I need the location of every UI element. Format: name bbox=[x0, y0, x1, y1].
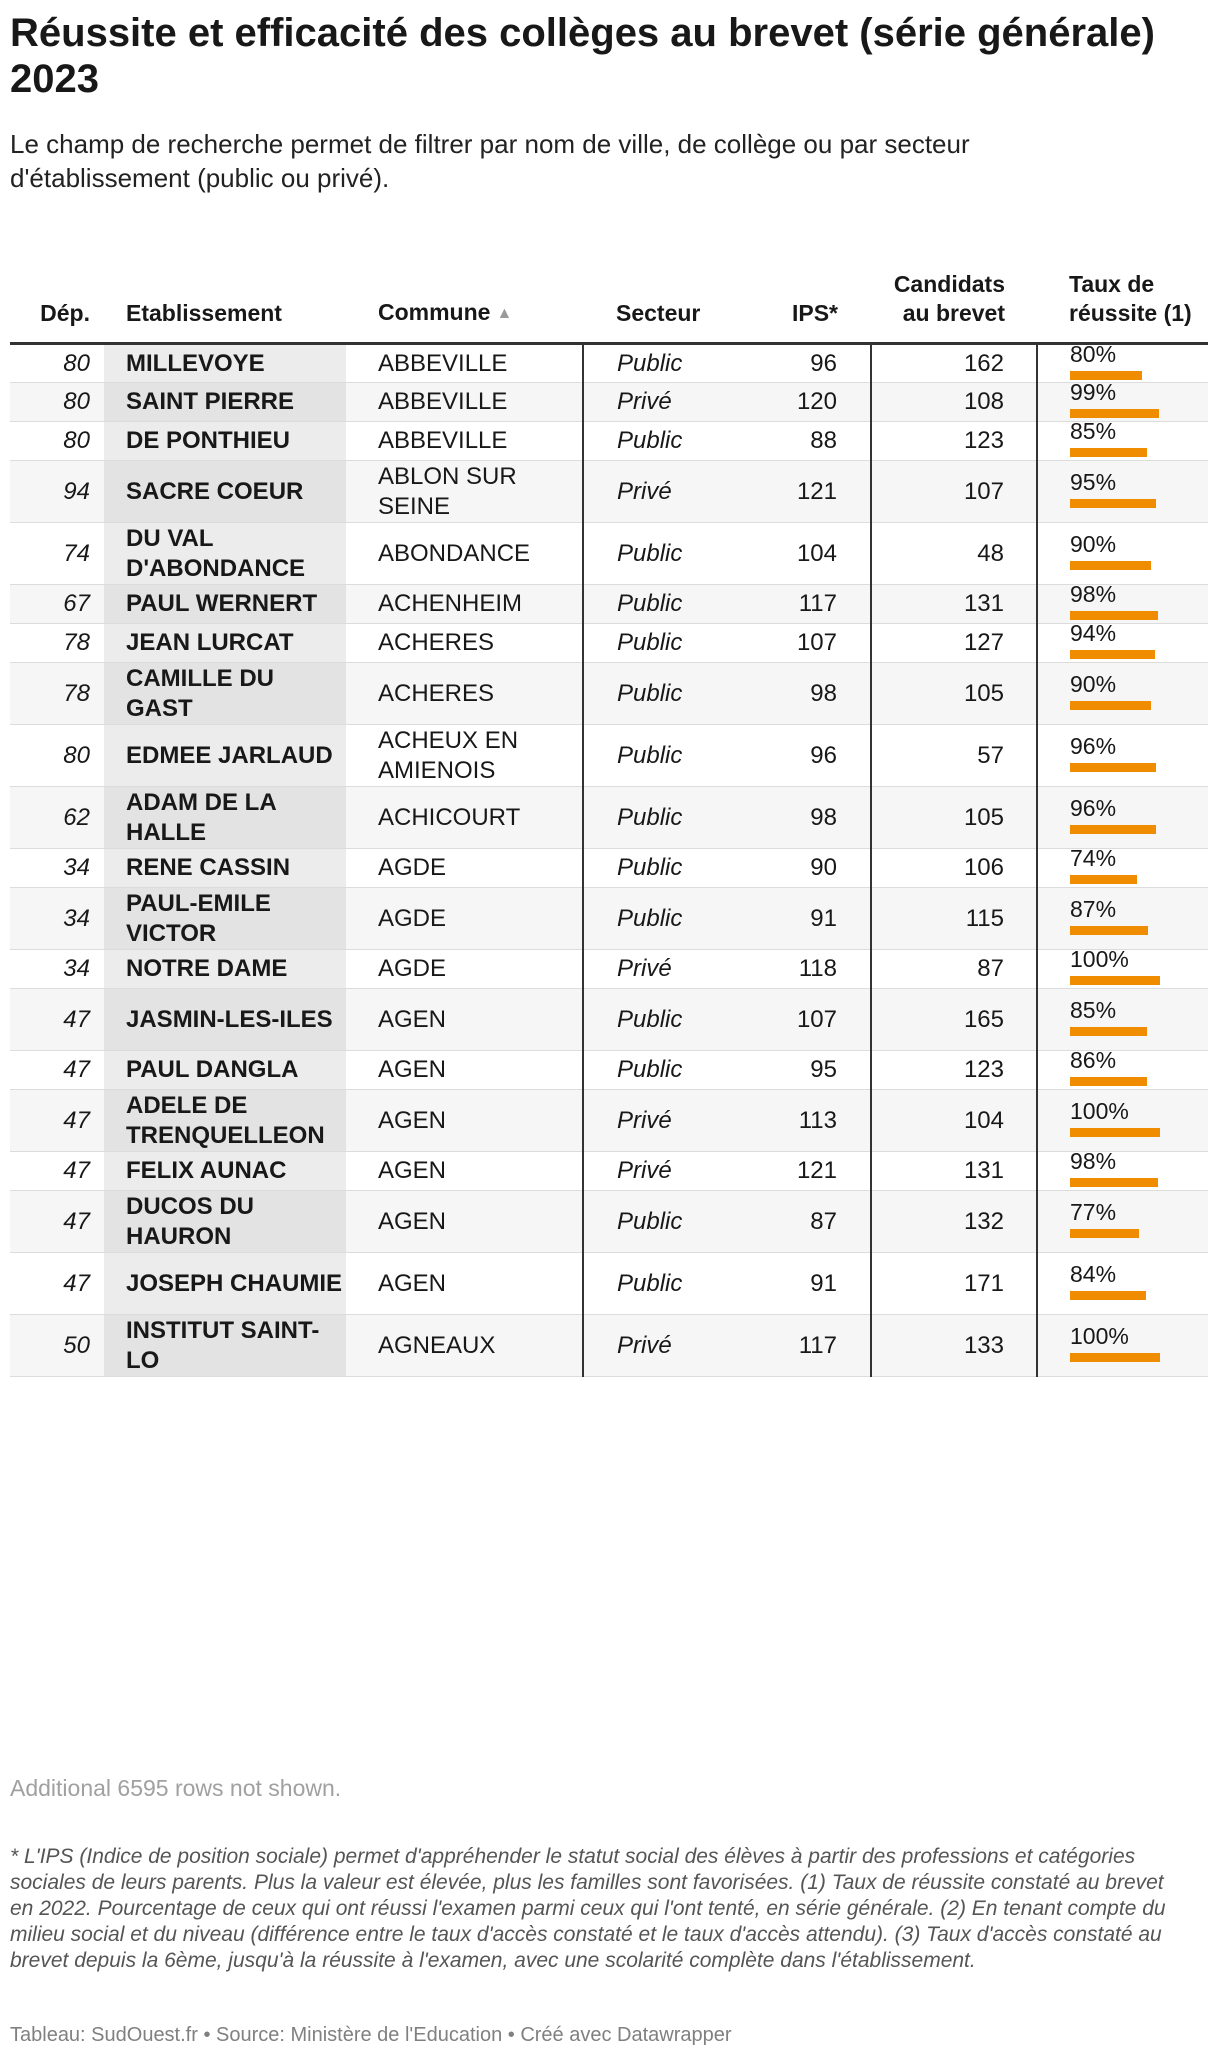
table-row bbox=[10, 1191, 1208, 1253]
table-row bbox=[10, 888, 1208, 950]
cell-candidats: 57 bbox=[871, 725, 1037, 787]
cell-ips: 96 bbox=[746, 725, 871, 787]
table-row bbox=[10, 849, 1208, 888]
cell-secteur: Privé bbox=[583, 383, 746, 422]
cell-taux bbox=[1037, 1090, 1208, 1152]
taux-value: 98% bbox=[1070, 581, 1117, 607]
cell-dep: 34 bbox=[63, 854, 90, 881]
cell-dep: 47 bbox=[63, 1005, 90, 1033]
cell-dep: 80 bbox=[63, 427, 90, 454]
taux-value: 100% bbox=[1070, 946, 1129, 972]
table-body bbox=[10, 340, 1208, 1377]
cell-ips: 95 bbox=[746, 1051, 871, 1090]
cell-ips: 96 bbox=[746, 344, 871, 383]
table-row bbox=[10, 1051, 1208, 1090]
footnote: * L'IPS (Indice de position sociale) permet d'appréhender le statut social des élèves à partir des professions et catégories sociales de leurs parents. Plus la valeur est élevée, plus les familles sont favorisées. (1) Taux de réussite constaté au brevet en 2022. Pourcentage de ceux qui ont réussi l'examen parmi ceux qui l'ont tenté, en série générale. (2) En tenant compte du milieu social et du niveau (différence entre le taux d'accès constaté et le taux d'accès attendu). (3) Taux d'accès constaté au brevet depuis la 6ème, jusqu'à la réussite à l'examen, avec une scolarité complète dans l'établissement. bbox=[10, 1845, 1166, 1972]
cell-etablissement: JOSEPH CHAUMIE bbox=[104, 1253, 346, 1315]
cell-dep: 50 bbox=[63, 1331, 90, 1359]
cell-etablissement: DU VAL D'ABONDANCE bbox=[104, 523, 346, 585]
cell-commune: AGDE bbox=[378, 854, 447, 881]
taux-value: 100% bbox=[1070, 1097, 1129, 1124]
cell-ips: 91 bbox=[746, 888, 871, 950]
taux-value: 90% bbox=[1070, 670, 1117, 697]
cell-secteur: Public bbox=[583, 888, 746, 950]
cell-etablissement: DE PONTHIEU bbox=[104, 422, 346, 461]
cell-etablissement: PAUL-EMILE VICTOR bbox=[104, 888, 346, 950]
cell-secteur: Public bbox=[583, 1191, 746, 1253]
cell-ips: 120 bbox=[746, 383, 871, 422]
cell-commune: AGDE bbox=[378, 955, 447, 982]
cell-taux bbox=[1037, 461, 1208, 523]
cell-etablissement: ADELE DE TRENQUELLEON bbox=[104, 1090, 346, 1152]
header-taux[interactable]: Taux de réussite (1) bbox=[1069, 271, 1192, 326]
taux-bar bbox=[1070, 1178, 1158, 1187]
cell-commune: AGEN bbox=[378, 1106, 447, 1134]
taux-bar bbox=[1070, 561, 1151, 570]
table-header-row bbox=[10, 270, 1208, 344]
cell-candidats: 165 bbox=[871, 989, 1037, 1051]
header-ips[interactable]: IPS* bbox=[791, 300, 838, 326]
table-row bbox=[10, 725, 1208, 787]
cell-etablissement: PAUL WERNERT bbox=[104, 585, 346, 624]
cell-dep: 74 bbox=[63, 539, 90, 567]
taux-bar bbox=[1070, 1291, 1146, 1300]
cell-secteur: Public bbox=[583, 787, 746, 849]
cell-ips: 113 bbox=[746, 1090, 871, 1152]
cell-secteur: Privé bbox=[583, 461, 746, 523]
cell-secteur: Public bbox=[583, 585, 746, 624]
sort-ascending-icon: ▲ bbox=[496, 305, 513, 322]
cell-secteur: Public bbox=[583, 344, 746, 383]
cell-secteur: Public bbox=[583, 663, 746, 725]
cell-secteur: Public bbox=[583, 1253, 746, 1315]
header-secteur[interactable]: Secteur bbox=[616, 300, 701, 326]
cell-etablissement: PAUL DANGLA bbox=[104, 1051, 346, 1090]
cell-commune: AGNEAUX bbox=[378, 1331, 496, 1359]
cell-candidats: 107 bbox=[871, 461, 1037, 523]
cell-etablissement: MILLEVOYE bbox=[104, 344, 346, 383]
cell-secteur: Public bbox=[583, 989, 746, 1051]
cell-taux bbox=[1037, 581, 1208, 624]
cell-taux bbox=[1037, 1047, 1208, 1090]
cell-ips: 90 bbox=[746, 849, 871, 888]
table-row bbox=[10, 989, 1208, 1051]
cell-ips: 121 bbox=[746, 461, 871, 523]
cell-secteur: Privé bbox=[583, 1152, 746, 1191]
cell-dep: 67 bbox=[63, 590, 90, 617]
table-row bbox=[10, 585, 1208, 624]
table-row bbox=[10, 1253, 1208, 1315]
taux-bar bbox=[1070, 1027, 1147, 1036]
cell-commune: ABBEVILLE bbox=[378, 427, 508, 454]
table-row bbox=[10, 950, 1208, 989]
taux-value: 90% bbox=[1070, 530, 1117, 557]
cell-candidats: 48 bbox=[871, 523, 1037, 585]
cell-dep: 47 bbox=[63, 1056, 90, 1083]
cell-etablissement: RENE CASSIN bbox=[104, 849, 346, 888]
cell-commune: ABBEVILLE bbox=[378, 388, 508, 415]
header-etablissement[interactable]: Etablissement bbox=[126, 300, 282, 326]
cell-candidats: 162 bbox=[871, 344, 1037, 383]
cell-taux bbox=[1037, 1253, 1208, 1315]
table-row bbox=[10, 787, 1208, 849]
cell-taux bbox=[1037, 1148, 1208, 1191]
cell-ips: 87 bbox=[746, 1191, 871, 1253]
cell-dep: 80 bbox=[63, 388, 90, 415]
taux-bar bbox=[1070, 499, 1156, 508]
cell-secteur: Public bbox=[583, 1051, 746, 1090]
taux-bar bbox=[1070, 763, 1156, 772]
cell-secteur: Privé bbox=[583, 1315, 746, 1377]
cell-taux bbox=[1037, 663, 1208, 725]
cell-secteur: Privé bbox=[583, 1090, 746, 1152]
cell-ips: 117 bbox=[746, 585, 871, 624]
cell-commune: ABBEVILLE bbox=[378, 349, 508, 377]
cell-candidats: 131 bbox=[871, 585, 1037, 624]
cell-candidats: 106 bbox=[871, 849, 1037, 888]
cell-commune: AGDE bbox=[378, 904, 447, 932]
taux-value: 98% bbox=[1070, 1148, 1117, 1174]
taux-bar bbox=[1070, 1128, 1160, 1137]
cell-secteur: Public bbox=[583, 725, 746, 787]
cell-etablissement: INSTITUT SAINT-LO bbox=[104, 1315, 346, 1377]
table-row bbox=[10, 461, 1208, 523]
cell-etablissement: DUCOS DU HAURON bbox=[104, 1191, 346, 1253]
table-row bbox=[10, 1315, 1208, 1377]
cell-dep: 62 bbox=[63, 803, 90, 831]
cell-dep: 78 bbox=[63, 629, 90, 656]
cell-candidats: 131 bbox=[871, 1152, 1037, 1191]
taux-bar bbox=[1070, 1077, 1147, 1086]
table-row bbox=[10, 663, 1208, 725]
table-row bbox=[10, 624, 1208, 663]
cell-ips: 121 bbox=[746, 1152, 871, 1191]
cell-taux bbox=[1037, 725, 1208, 787]
cell-ips: 98 bbox=[746, 787, 871, 849]
cell-ips: 107 bbox=[746, 624, 871, 663]
taux-value: 96% bbox=[1070, 732, 1117, 759]
cell-commune: ACHEUX EN AMIENOIS bbox=[378, 726, 519, 784]
cell-ips: 104 bbox=[746, 523, 871, 585]
taux-bar bbox=[1070, 409, 1159, 418]
cell-etablissement: JASMIN-LES-ILES bbox=[104, 989, 346, 1051]
taux-value: 94% bbox=[1070, 620, 1117, 646]
table-row bbox=[10, 383, 1208, 422]
cell-commune: ACHENHEIM bbox=[378, 590, 523, 617]
page-subtitle: Le champ de recherche permet de filtrer par nom de ville, de collège ou par secteur d'établissement (public ou privé). bbox=[10, 129, 970, 193]
cell-secteur: Public bbox=[583, 624, 746, 663]
cell-commune: AGEN bbox=[378, 1207, 447, 1235]
colleges-table bbox=[10, 270, 1208, 1377]
cell-ips: 107 bbox=[746, 989, 871, 1051]
table-row bbox=[10, 1152, 1208, 1191]
cell-etablissement: ADAM DE LA HALLE bbox=[104, 787, 346, 849]
taux-bar bbox=[1070, 926, 1148, 935]
table-row bbox=[10, 422, 1208, 461]
cell-secteur: Public bbox=[583, 523, 746, 585]
cell-secteur: Public bbox=[583, 422, 746, 461]
page-title: Réussite et efficacité des collèges au brevet (série générale) 2023 bbox=[10, 11, 1155, 101]
taux-value: 77% bbox=[1070, 1198, 1117, 1225]
cell-etablissement: JEAN LURCAT bbox=[104, 624, 346, 663]
taux-value: 74% bbox=[1070, 845, 1117, 871]
cell-secteur: Public bbox=[583, 849, 746, 888]
cell-ips: 118 bbox=[746, 950, 871, 989]
taux-value: 84% bbox=[1070, 1260, 1117, 1287]
cell-candidats: 104 bbox=[871, 1090, 1037, 1152]
cell-ips: 98 bbox=[746, 663, 871, 725]
cell-taux bbox=[1037, 620, 1208, 663]
cell-taux bbox=[1037, 989, 1208, 1051]
cell-dep: 78 bbox=[63, 679, 90, 707]
taux-bar bbox=[1070, 650, 1155, 659]
taux-bar bbox=[1070, 976, 1160, 985]
cell-commune: AGEN bbox=[378, 1056, 447, 1083]
cell-commune: AGEN bbox=[378, 1157, 447, 1184]
cell-candidats: 127 bbox=[871, 624, 1037, 663]
cell-ips: 91 bbox=[746, 1253, 871, 1315]
cell-secteur: Privé bbox=[583, 950, 746, 989]
taux-bar bbox=[1070, 875, 1137, 884]
cell-etablissement: NOTRE DAME bbox=[104, 950, 346, 989]
cell-commune: ACHICOURT bbox=[378, 803, 521, 831]
taux-value: 86% bbox=[1070, 1047, 1117, 1073]
taux-bar bbox=[1070, 448, 1147, 457]
cell-dep: 47 bbox=[63, 1207, 90, 1235]
header-commune-label: Commune bbox=[378, 299, 491, 325]
taux-bar bbox=[1070, 611, 1158, 620]
cell-dep: 80 bbox=[63, 349, 90, 377]
cell-etablissement: SACRE COEUR bbox=[104, 461, 346, 523]
cell-dep: 80 bbox=[63, 741, 90, 769]
cell-etablissement: EDMEE JARLAUD bbox=[104, 725, 346, 787]
cell-etablissement: CAMILLE DU GAST bbox=[104, 663, 346, 725]
cell-taux bbox=[1037, 379, 1208, 422]
cell-taux bbox=[1037, 1191, 1208, 1253]
cell-dep: 47 bbox=[63, 1106, 90, 1134]
header-commune[interactable] bbox=[346, 270, 583, 344]
cell-dep: 47 bbox=[63, 1269, 90, 1297]
cell-taux bbox=[1037, 1315, 1208, 1377]
cell-commune: AGEN bbox=[378, 1005, 447, 1033]
cell-ips: 88 bbox=[746, 422, 871, 461]
taux-value: 95% bbox=[1070, 468, 1117, 495]
taux-value: 99% bbox=[1070, 379, 1117, 405]
cell-candidats: 132 bbox=[871, 1191, 1037, 1253]
cell-dep: 34 bbox=[63, 904, 90, 932]
cell-taux bbox=[1037, 946, 1208, 989]
cell-commune: ABLON SUR SEINE bbox=[378, 462, 517, 520]
cell-candidats: 105 bbox=[871, 663, 1037, 725]
table-row bbox=[10, 1090, 1208, 1152]
cell-candidats: 171 bbox=[871, 1253, 1037, 1315]
taux-value: 96% bbox=[1070, 794, 1117, 821]
taux-bar bbox=[1070, 1229, 1139, 1238]
cell-candidats: 123 bbox=[871, 422, 1037, 461]
taux-bar bbox=[1070, 825, 1156, 834]
taux-bar bbox=[1070, 1353, 1160, 1362]
taux-value: 87% bbox=[1070, 895, 1117, 922]
cell-dep: 47 bbox=[63, 1157, 90, 1184]
cell-candidats: 108 bbox=[871, 383, 1037, 422]
cell-etablissement: SAINT PIERRE bbox=[104, 383, 346, 422]
cell-dep: 34 bbox=[63, 955, 90, 982]
more-rows-note: Additional 6595 rows not shown. bbox=[10, 1775, 342, 1801]
cell-candidats: 123 bbox=[871, 1051, 1037, 1090]
cell-commune: AGEN bbox=[378, 1269, 447, 1297]
cell-taux bbox=[1037, 418, 1208, 461]
table-row bbox=[10, 523, 1208, 585]
taux-bar bbox=[1070, 701, 1151, 710]
header-candidats[interactable]: Candidats au brevet bbox=[893, 271, 1005, 326]
taux-value: 85% bbox=[1070, 418, 1117, 444]
taux-value: 80% bbox=[1070, 340, 1117, 367]
cell-ips: 117 bbox=[746, 1315, 871, 1377]
cell-candidats: 133 bbox=[871, 1315, 1037, 1377]
cell-commune: ACHERES bbox=[378, 679, 495, 707]
cell-candidats: 87 bbox=[871, 950, 1037, 989]
cell-taux bbox=[1037, 888, 1208, 950]
taux-value: 85% bbox=[1070, 996, 1117, 1023]
credits: Tableau: SudOuest.fr • Source: Ministère de l'Education • Créé avec Datawrapper bbox=[10, 2024, 732, 2046]
cell-candidats: 105 bbox=[871, 787, 1037, 849]
header-dep[interactable]: Dép. bbox=[40, 300, 90, 326]
cell-taux bbox=[1037, 845, 1208, 888]
cell-dep: 94 bbox=[63, 477, 90, 505]
cell-etablissement: FELIX AUNAC bbox=[104, 1152, 346, 1191]
cell-taux bbox=[1037, 523, 1208, 585]
cell-candidats: 115 bbox=[871, 888, 1037, 950]
table-row bbox=[10, 344, 1208, 383]
cell-taux bbox=[1037, 787, 1208, 849]
taux-value: 100% bbox=[1070, 1322, 1129, 1349]
cell-taux bbox=[1037, 340, 1208, 383]
cell-commune: ACHERES bbox=[378, 629, 495, 656]
cell-commune: ABONDANCE bbox=[378, 539, 531, 567]
